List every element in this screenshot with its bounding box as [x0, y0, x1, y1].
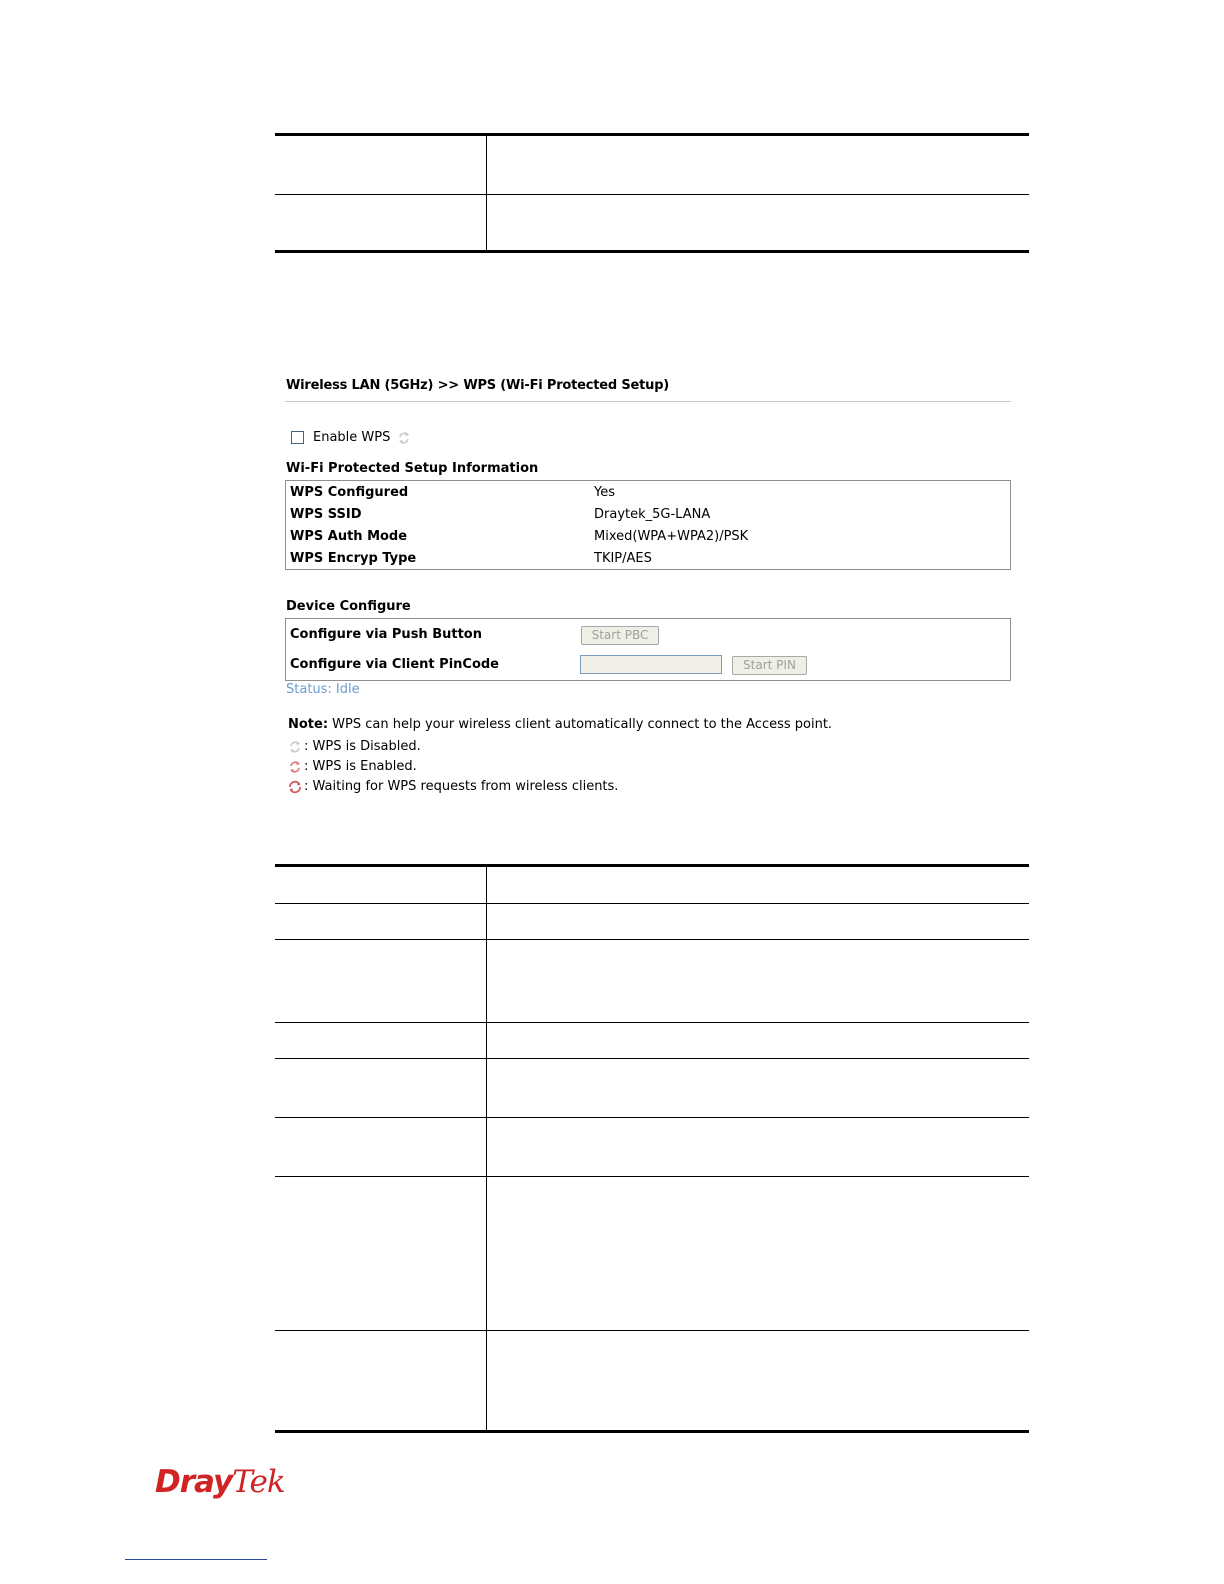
wps-waiting-icon [288, 780, 302, 794]
table-cell-left [275, 1331, 487, 1430]
device-configure-box [285, 618, 1011, 681]
start-pbc-button[interactable]: Start PBC [581, 626, 659, 645]
table-row [275, 195, 1029, 253]
table-cell-left [275, 940, 487, 1022]
info-value-wps-auth-mode: Mixed(WPA+WPA2)/PSK [594, 529, 749, 544]
draytek-logo [155, 1464, 285, 1500]
start-pin-button[interactable]: Start PIN [732, 656, 807, 675]
legend-waiting [288, 779, 618, 794]
table-cell-left [275, 904, 487, 939]
table-cell-left [275, 195, 487, 250]
legend-disabled-text: : WPS is Disabled. [304, 739, 421, 754]
push-button-label: Configure via Push Button [290, 627, 482, 642]
info-value-wps-configured: Yes [594, 485, 615, 500]
pincode-label: Configure via Client PinCode [290, 657, 500, 672]
info-label-wps-ssid: WPS SSID [290, 507, 362, 522]
bottom-description-table [275, 864, 1029, 1433]
table-row [275, 1177, 1029, 1331]
table-row [275, 1331, 1029, 1433]
table-cell-left [275, 1023, 487, 1058]
info-value-wps-ssid: Draytek_5G-LANA [594, 507, 711, 522]
top-description-table [275, 133, 1029, 253]
page-title: Wireless LAN (5GHz) >> WPS (Wi-Fi Protected Setup) [286, 378, 670, 393]
legend-enabled [288, 759, 417, 774]
note-body: WPS can help your wireless client automatically connect to the Access point. [328, 717, 833, 732]
wps-disabled-icon [397, 431, 411, 445]
table-row [275, 1118, 1029, 1177]
device-configure-heading: Device Configure [286, 599, 411, 614]
enable-wps-label: Enable WPS [313, 430, 391, 445]
table-cell-left [275, 1059, 487, 1117]
table-cell-left [275, 1177, 487, 1330]
info-label-wps-configured: WPS Configured [290, 485, 409, 500]
wps-info-heading: Wi-Fi Protected Setup Information [286, 461, 539, 476]
logo-dray: Dray [155, 1464, 233, 1500]
table-row [275, 940, 1029, 1023]
footer-rule [125, 1559, 267, 1560]
enable-wps-row [291, 430, 411, 445]
info-value-wps-encryp-type: TKIP/AES [594, 551, 652, 566]
wps-disabled-icon [288, 740, 302, 754]
table-row [275, 1023, 1029, 1059]
table-cell-left [275, 867, 487, 903]
title-divider [285, 401, 1011, 402]
table-row [275, 1059, 1029, 1118]
table-row [275, 867, 1029, 904]
note-text [288, 717, 832, 732]
table-cell-left [275, 136, 487, 194]
wps-info-box [285, 480, 1011, 570]
logo-tek: Tek [232, 1464, 285, 1500]
info-label-wps-encryp-type: WPS Encryp Type [290, 551, 417, 566]
table-row [275, 136, 1029, 195]
legend-enabled-text: : WPS is Enabled. [304, 759, 417, 774]
info-label-wps-auth-mode: WPS Auth Mode [290, 529, 408, 544]
enable-wps-checkbox[interactable] [291, 431, 304, 444]
table-row [275, 904, 1029, 940]
table-cell-left [275, 1118, 487, 1176]
wps-enabled-icon [288, 760, 302, 774]
client-pincode-input[interactable] [580, 655, 722, 674]
note-prefix: Note: [288, 717, 329, 732]
wps-status-text: Status: Idle [286, 682, 360, 697]
legend-waiting-text: : Waiting for WPS requests from wireless clients. [304, 779, 619, 794]
legend-disabled [288, 739, 421, 754]
